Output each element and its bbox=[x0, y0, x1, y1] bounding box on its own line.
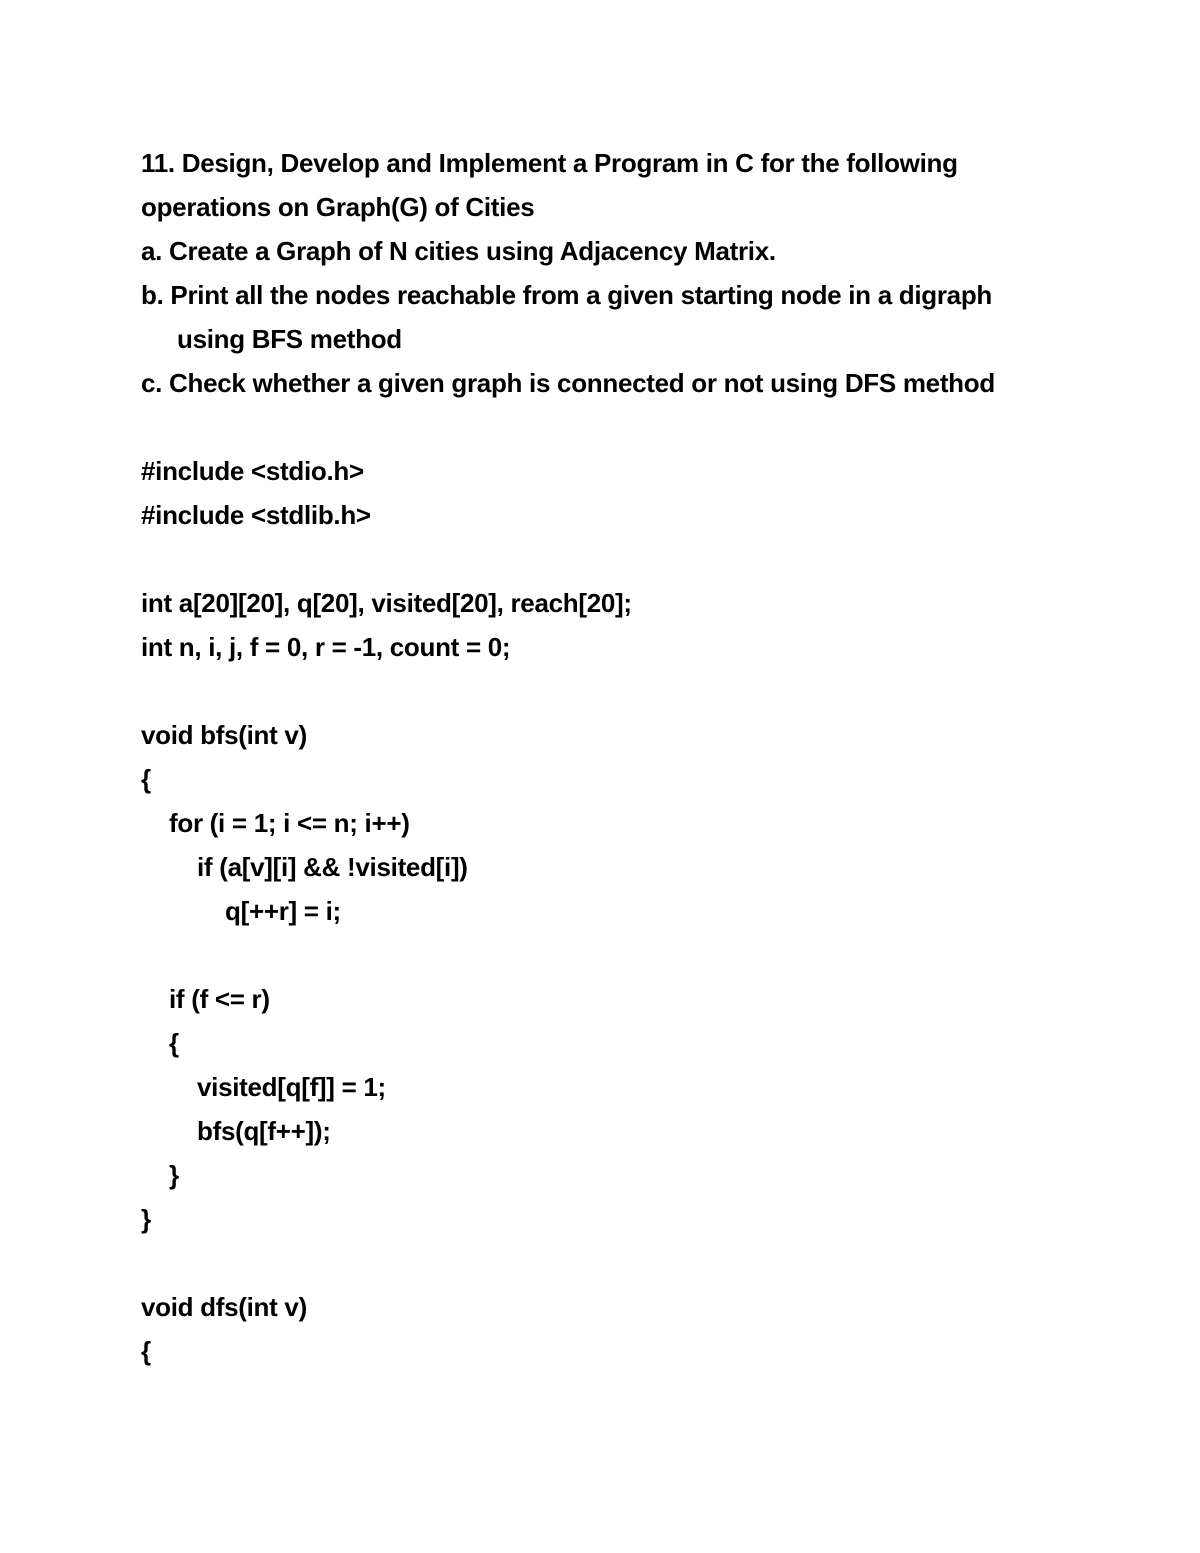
question-item-c: c. Check whether a given graph is connected or not using DFS method bbox=[141, 368, 995, 398]
code-bfs-inner-open-brace: { bbox=[169, 1028, 179, 1058]
code-decl-vars: int n, i, j, f = 0, r = -1, count = 0; bbox=[141, 632, 511, 662]
code-bfs-if: if (a[v][i] && !visited[i]) bbox=[197, 852, 468, 882]
code-include-stdlib: #include <stdlib.h> bbox=[141, 500, 371, 530]
code-dfs-open-brace: { bbox=[141, 1336, 151, 1366]
question-item-b: b. Print all the nodes reachable from a given starting node in a digraph bbox=[141, 280, 993, 310]
blank-line bbox=[141, 405, 1141, 449]
code-bfs-for: for (i = 1; i <= n; i++) bbox=[169, 808, 410, 838]
code-decl-arrays: int a[20][20], q[20], visited[20], reach[20]; bbox=[141, 588, 632, 618]
code-bfs-enqueue: q[++r] = i; bbox=[225, 896, 341, 926]
blank-line bbox=[141, 537, 1141, 581]
question-title-line-2: operations on Graph(G) of Cities bbox=[141, 192, 535, 222]
blank-line bbox=[141, 1241, 1141, 1285]
document-body bbox=[141, 141, 1141, 1373]
question-item-a: a. Create a Graph of N cities using Adjacency Matrix. bbox=[141, 236, 776, 266]
code-bfs-inner-close-brace: } bbox=[169, 1160, 179, 1190]
blank-line bbox=[141, 933, 1141, 977]
blank-line bbox=[141, 669, 1141, 713]
code-bfs-open-brace: { bbox=[141, 764, 151, 794]
code-bfs-if-front: if (f <= r) bbox=[169, 984, 270, 1014]
question-item-b-continuation: using BFS method bbox=[177, 324, 402, 354]
question-title-line-1: 11. Design, Develop and Implement a Program in C for the following bbox=[141, 148, 958, 178]
code-bfs-recurse: bfs(q[f++]); bbox=[197, 1116, 331, 1146]
code-include-stdio: #include <stdio.h> bbox=[141, 456, 364, 486]
code-bfs-close-brace: } bbox=[141, 1204, 151, 1234]
code-dfs-signature: void dfs(int v) bbox=[141, 1292, 307, 1322]
code-bfs-mark-visited: visited[q[f]] = 1; bbox=[197, 1072, 386, 1102]
code-bfs-signature: void bfs(int v) bbox=[141, 720, 307, 750]
